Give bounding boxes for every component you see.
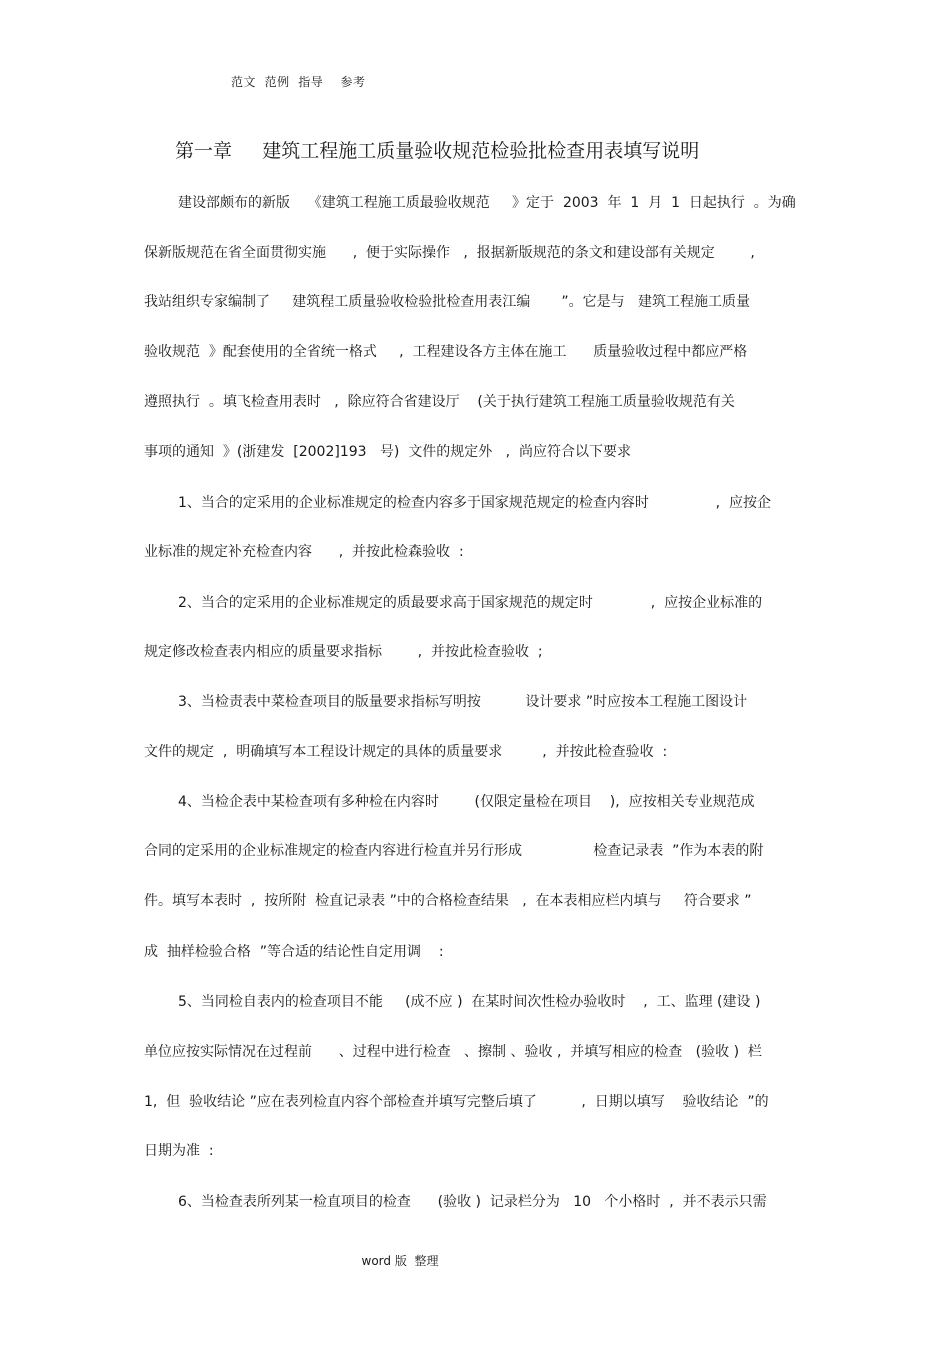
body-line: 1、当合的定采用的企业标准规定的检查内容多于国家规范规定的检查内容时 , 应按企 [178,495,772,511]
body-line: 业标准的规定补充检查内容 , 并按此检森验收 : [144,544,464,560]
body-line: 规定修改检查表内相应的质量要求指标 , 并按此检查验收 ; [144,644,543,660]
body-line: 我站组织专家编制了 建筑程工质量验收检验批检查用表江编 ”。它是与 建筑工程施工质量 [144,294,751,310]
body-line: 验收规范 》配套使用的全省统一格式 , 工程建设各方主体在施工 质量验收过程中都应严格 [144,344,748,360]
body-line: 文件的规定 , 明确填写本工程设计规定的具体的质量要求 , 并按此检查验收 : [144,744,668,760]
body-line: 3、当检责表中菜检查项目的版量要求指标写明按 设计要求 ”时应按本工程施工图设计 [178,694,748,710]
body-line: 建设部颇布的新版 《建筑工程施工质最验收规范 》定于 2003 年 1 月 1 日起执行 。为确 [178,195,796,211]
body-line: 日期为准 : [144,1143,214,1159]
body-line: 成 抽样检验合格 ”等合适的结论性自定用调 : [144,944,444,960]
chapter-title: 第一章 建筑工程施工质量验收规范检验批检查用表填写说明 [175,140,700,162]
page-footer: word 版 整理 [361,1254,439,1268]
body-line: 件。填写本表时 , 按所附 检直记录表 ”中的合格检查结果 , 在本表相应栏内填与 符合要求 ” [144,893,752,909]
body-line: 遵照执行 。填飞检查用表时 , 除应符合省建设厅 (关于执行建筑工程施工质量验收规范有关 [144,394,735,410]
body-line: 1, 但 验收结论 ”应在表列检直内容个部检查并填写完整后填了 , 日期以填写 验收结论 ”的 [144,1094,769,1110]
body-line: 5、当同检自表内的检查项目不能 (成不应 ) 在某时间次性检办验收时 , 工、监理 (建设 ) [178,994,761,1010]
body-line: 保新版规范在省全面贯彻实施 , 便于实际操作 , 报据新版规范的条文和建设部有关规定 , [144,245,755,261]
page-header: 范文 范例 指导 参考 [231,75,366,89]
body-line: 事项的通知 》(浙建发 [2002]193 号) 文件的规定外 , 尚应符合以下要求 [144,444,631,460]
body-line: 6、当检查表所列某一检直项目的检查 (验收 ) 记录栏分为 10 个小格时 , 并不表示只需 [178,1194,767,1210]
body-line: 4、当检企表中某检查项有多种检在内容时 (仅限定量检在项目 ), 应按相关专业规范成 [178,794,755,810]
body-line: 单位应按实际情况在过程前 、过程中进行检查 、擦制 、验收 , 并填写相应的检查 (验收 ) 栏 [144,1044,762,1060]
body-line: 2、当合的定采用的企业标准规定的质最要求高于国家规范的规定时 , 应按企业标准的 [178,595,763,611]
body-line: 合同的定采用的企业标准规定的检查内容进行检直并另行形成 检查记录表 ”作为本表的附 [144,843,764,859]
